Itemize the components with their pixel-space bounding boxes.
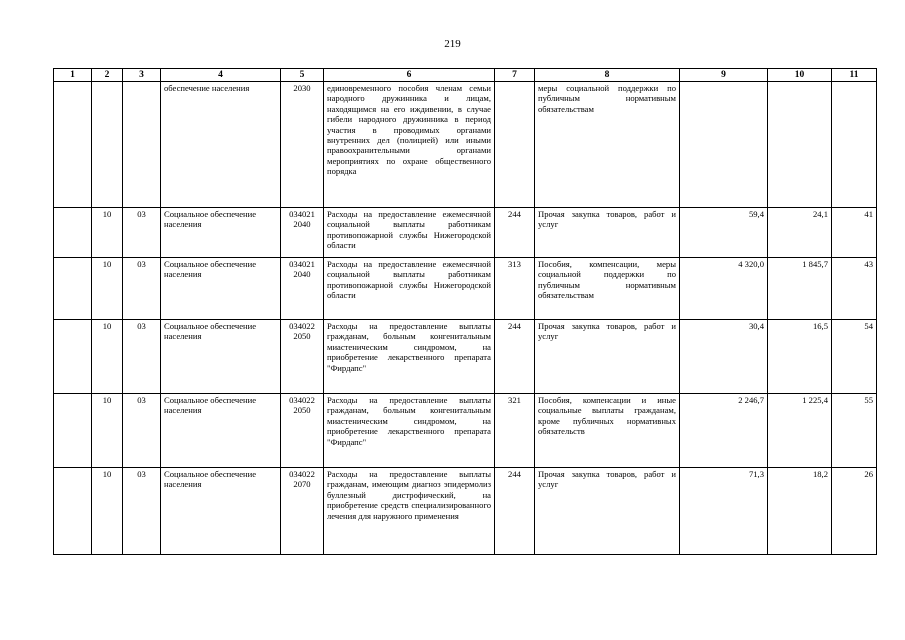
cell-empty [54,208,92,258]
cell-target-code: 034021 2040 [281,208,324,258]
column-header: 2 [92,69,123,82]
cell-description: Расходы на предоставление ежемесячной социальной выплаты работникам противопожарной службы Нижегородской области [324,258,495,320]
column-header: 11 [832,69,877,82]
cell-section: обеспечение населения [161,82,281,208]
cell-section: Социальное обеспечение населения [161,394,281,468]
cell-empty [832,82,877,208]
cell-plan-value: 59,4 [680,208,768,258]
cell-percent: 54 [832,320,877,394]
cell-section: Социальное обеспечение населения [161,258,281,320]
cell-description: Расходы на предоставление выплаты гражданам, имеющим диагноз эпидермолиз буллезный дистрофический, на приобретение средств специализированного лечения для наружного применения [324,468,495,555]
cell-actual-value: 16,5 [768,320,832,394]
cell-empty [680,82,768,208]
cell-empty [54,394,92,468]
cell-target-code: 034022 2070 [281,468,324,555]
column-header: 3 [123,69,161,82]
table-row-continuation [54,82,877,208]
column-header: 10 [768,69,832,82]
cell-empty [768,82,832,208]
cell-expense-code: 244 [495,320,535,394]
cell-section-code: 10 [92,208,123,258]
page-number: 219 [444,38,461,50]
cell-section-code: 10 [92,258,123,320]
cell-empty [123,82,161,208]
cell-section-code: 10 [92,468,123,555]
cell-empty [495,82,535,208]
table-header-row [54,69,877,82]
table-row [54,208,877,258]
cell-section-code: 10 [92,394,123,468]
budget-table [53,68,877,555]
cell-expense-code: 244 [495,208,535,258]
table-row [54,258,877,320]
cell-actual-value: 18,2 [768,468,832,555]
cell-empty [92,82,123,208]
cell-empty [54,320,92,394]
cell-description: единовременного пособия членам семьи народного дружинника и лицам, находящимся на его иждивении, в случае гибели народного дружинника в период участия в проводимых органами внутренних дел (полицией) или иными правоохранительными органами мероприятиях по охране общественного порядка [324,82,495,208]
cell-target-code: 034022 2050 [281,394,324,468]
cell-subsection-code: 03 [123,320,161,394]
cell-description: Расходы на предоставление выплаты гражданам, больным конгенитальным миастеническим синдромом, на приобретение лекарственного препарата "Фирдапс" [324,320,495,394]
cell-actual-value: 1 845,7 [768,258,832,320]
cell-subsection-code: 03 [123,394,161,468]
column-header: 6 [324,69,495,82]
cell-expense-type: Пособия, компенсации и иные социальные выплаты гражданам, кроме публичных нормативных обязательств [535,394,680,468]
cell-percent: 41 [832,208,877,258]
column-header: 5 [281,69,324,82]
column-header: 9 [680,69,768,82]
column-header: 8 [535,69,680,82]
cell-plan-value: 4 320,0 [680,258,768,320]
cell-expense-type: Прочая закупка товаров, работ и услуг [535,468,680,555]
cell-empty [54,468,92,555]
cell-expense-type: меры социальной поддержки по публичным нормативным обязательствам [535,82,680,208]
cell-expense-type: Прочая закупка товаров, работ и услуг [535,208,680,258]
cell-section: Социальное обеспечение населения [161,208,281,258]
cell-percent: 43 [832,258,877,320]
column-header: 4 [161,69,281,82]
cell-subsection-code: 03 [123,208,161,258]
cell-empty [54,82,92,208]
cell-actual-value: 1 225,4 [768,394,832,468]
cell-description: Расходы на предоставление выплаты гражданам, больным конгенитальным миастеническим синдромом, на приобретение лекарственного препарата "Фирдапс" [324,394,495,468]
cell-section-code: 10 [92,320,123,394]
cell-section: Социальное обеспечение населения [161,468,281,555]
cell-subsection-code: 03 [123,468,161,555]
cell-description: Расходы на предоставление ежемесячной социальной выплаты работникам противопожарной службы Нижегородской области [324,208,495,258]
cell-expense-type: Прочая закупка товаров, работ и услуг [535,320,680,394]
cell-target-code: 034021 2040 [281,258,324,320]
cell-section: Социальное обеспечение населения [161,320,281,394]
cell-percent: 26 [832,468,877,555]
table-row [54,468,877,555]
table-row [54,394,877,468]
column-header: 7 [495,69,535,82]
cell-plan-value: 2 246,7 [680,394,768,468]
cell-subsection-code: 03 [123,258,161,320]
cell-plan-value: 30,4 [680,320,768,394]
cell-expense-type: Пособия, компенсации, меры социальной поддержки по публичным нормативным обязательствам [535,258,680,320]
cell-plan-value: 71,3 [680,468,768,555]
cell-target-code: 2030 [281,82,324,208]
column-header: 1 [54,69,92,82]
table-row [54,320,877,394]
cell-expense-code: 244 [495,468,535,555]
cell-expense-code: 313 [495,258,535,320]
cell-empty [54,258,92,320]
cell-target-code: 034022 2050 [281,320,324,394]
cell-actual-value: 24,1 [768,208,832,258]
cell-expense-code: 321 [495,394,535,468]
cell-percent: 55 [832,394,877,468]
